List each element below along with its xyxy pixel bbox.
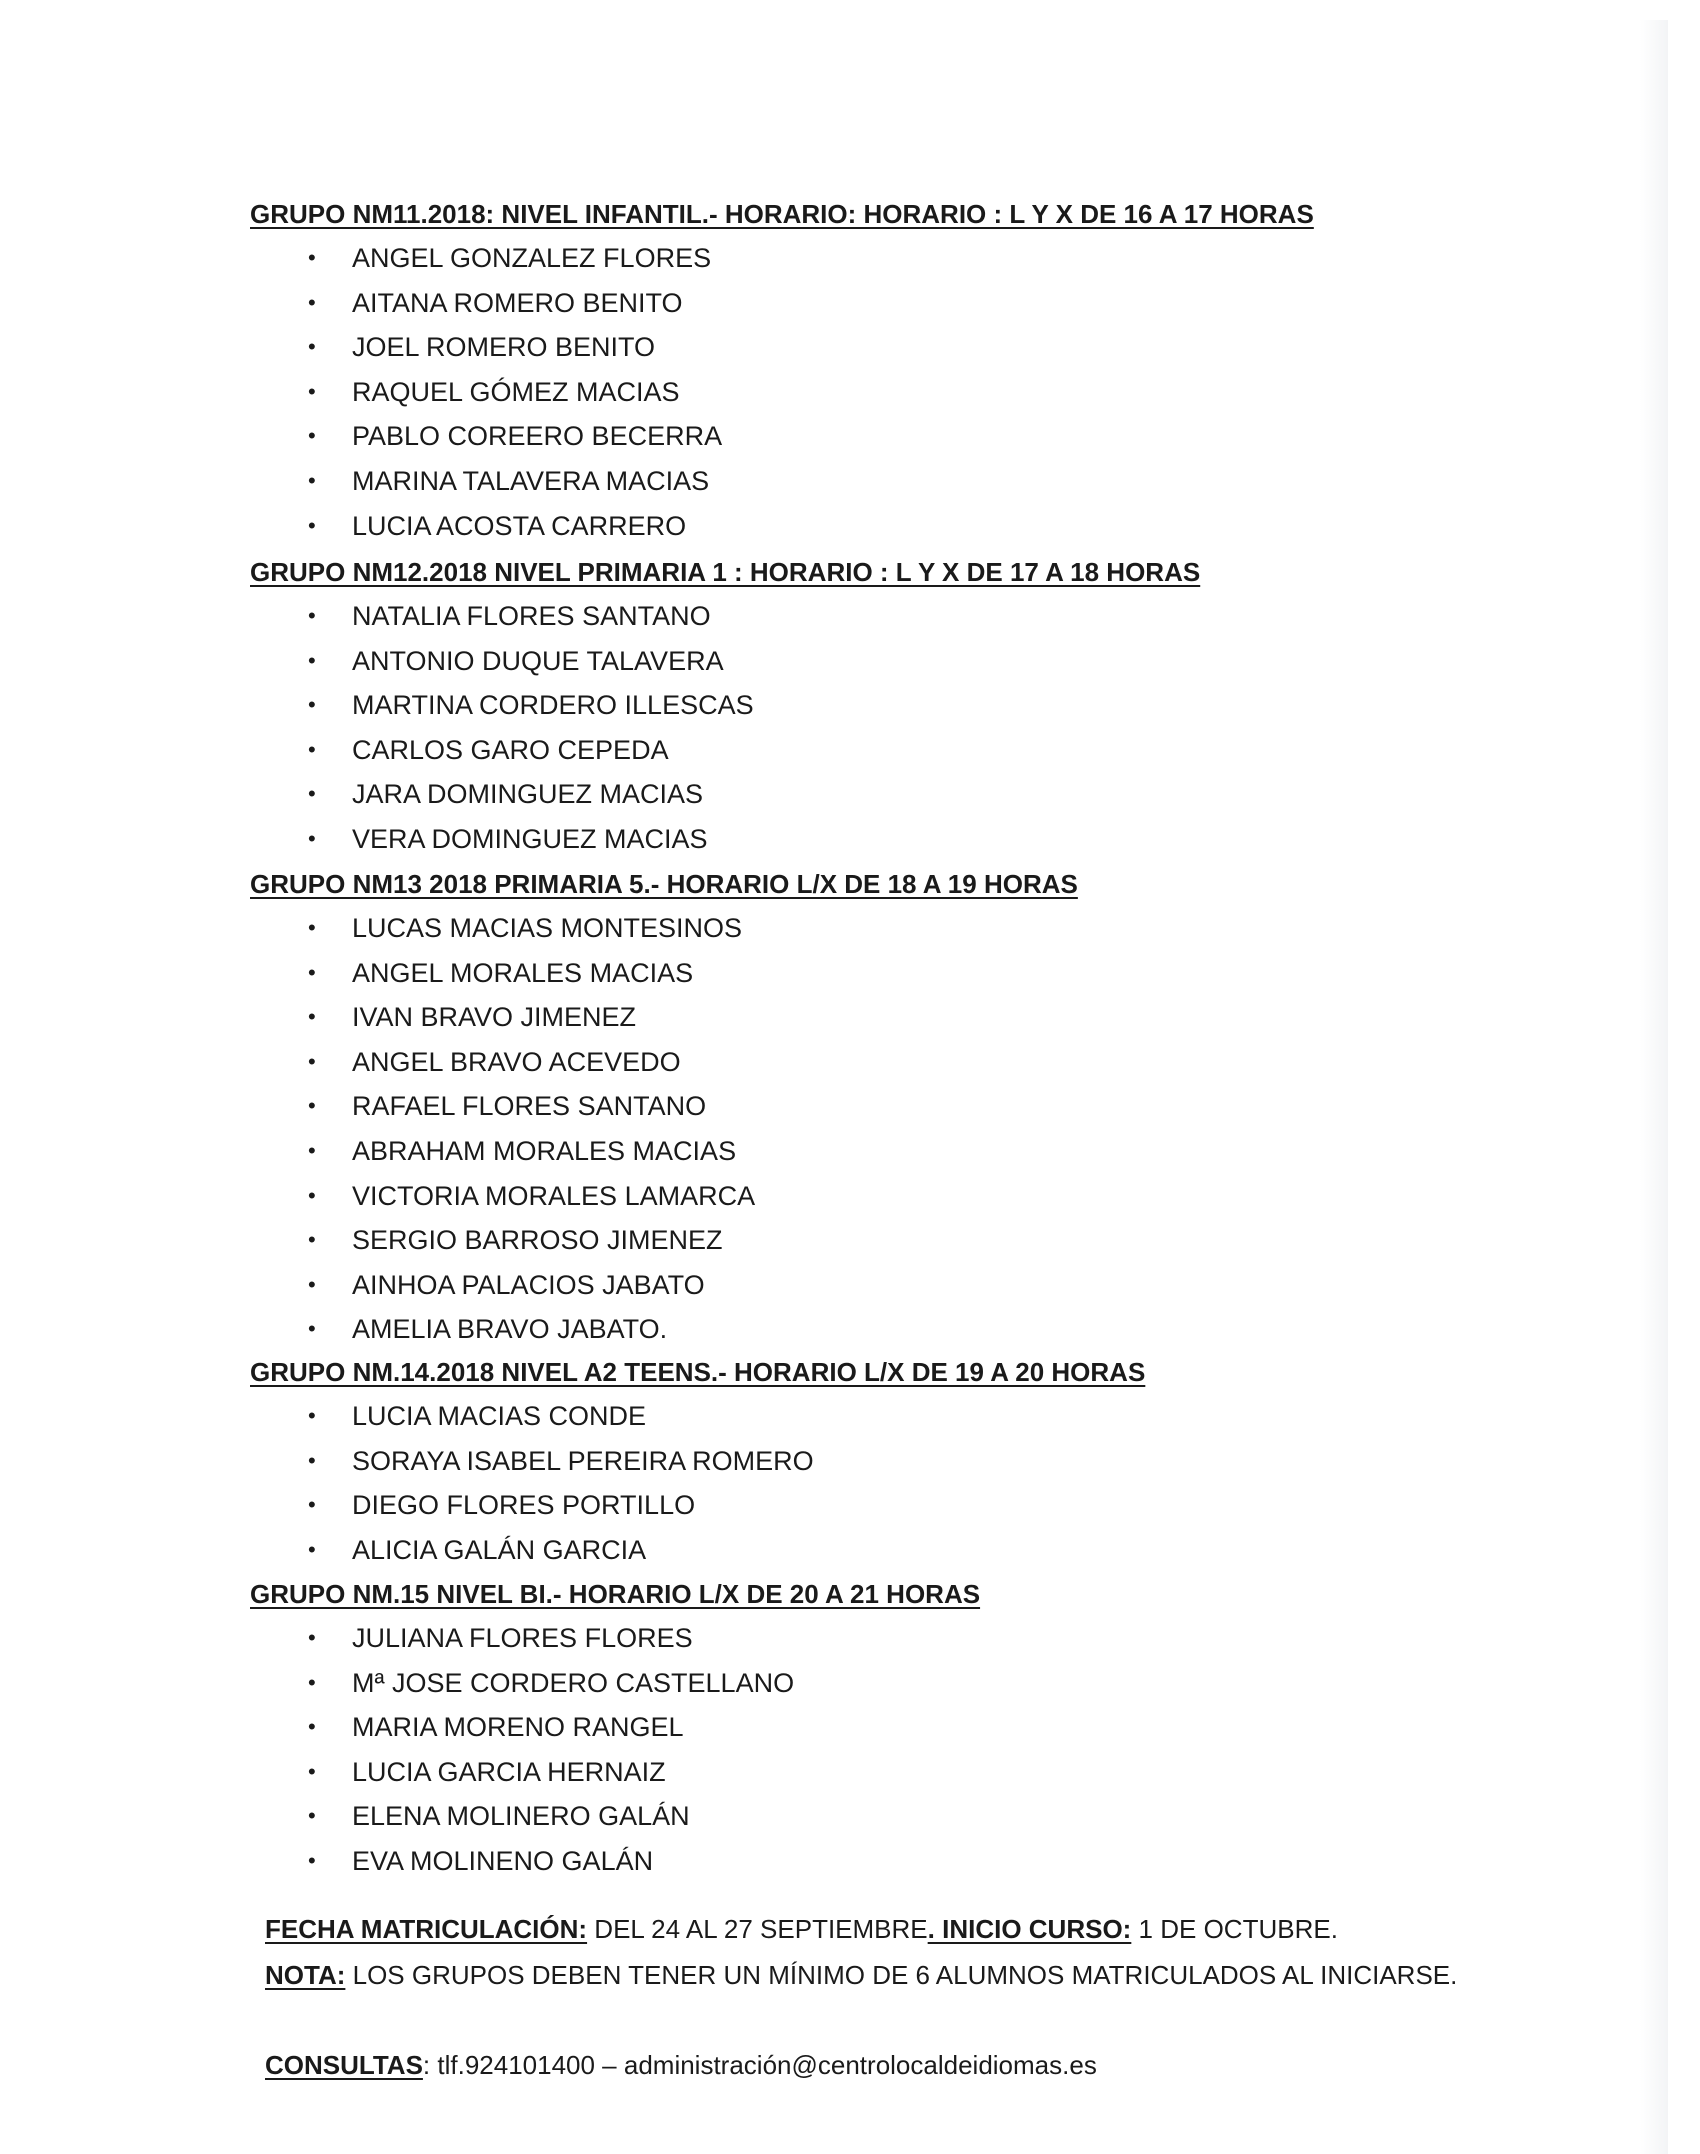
list-item [250,1794,1400,1839]
inicio-label: . INICIO CURSO: [927,1914,1132,1944]
student-name: ANTONIO DUQUE TALAVERA [352,645,724,676]
list-item [250,683,1400,728]
nota-label: NOTA: [265,1960,346,1990]
consultas-text: : tlf.924101400 – administración@centrolocaldeidiomas.es [422,2050,1097,2080]
student-name: ABRAHAM MORALES MACIAS [352,1135,737,1166]
bullet-icon: • [308,603,316,628]
bullet-icon: • [308,1447,316,1473]
student-name: AMELIA BRAVO JABATO. [352,1314,668,1345]
contact-line [265,2050,1097,2081]
group-title: GRUPO NM.15 NIVEL BI.- HORARIO L/X DE 20 A 21 HORAS [250,1579,981,1609]
student-name: ALICIA GALÁN GARCIA [352,1534,647,1565]
list-item [250,594,1400,639]
student-name: MARTINA CORDERO ILLESCAS [352,690,754,721]
student-name: ANGEL MORALES MACIAS [352,957,694,988]
student-name: VICTORIA MORALES LAMARCA [352,1180,756,1211]
student-name: CARLOS GARO CEPEDA [352,734,669,765]
bullet-icon: • [308,959,316,985]
bullet-icon: • [308,1271,316,1297]
bullet-icon: • [308,1004,316,1030]
student-name: DIEGO FLORES PORTILLO [352,1490,696,1521]
list-item [250,459,1400,504]
bullet-icon: • [308,1492,316,1518]
bullet-icon: • [308,245,316,270]
list-item [250,1040,1400,1085]
list-item [250,1839,1400,1884]
student-name: VERA DOMINGUEZ MACIAS [352,823,708,854]
list-item [250,504,1400,549]
group-nm14 [250,1356,1400,1572]
student-name: SERGIO BARROSO JIMENEZ [352,1225,723,1256]
bullet-icon: • [308,1227,316,1253]
student-name: AITANA ROMERO BENITO [352,287,683,318]
bullet-icon: • [308,423,316,449]
bullet-icon: • [308,1048,316,1074]
bullet-icon: • [308,647,316,673]
list-item [250,1129,1400,1174]
list-item [250,1439,1400,1484]
bullet-icon: • [308,1847,316,1873]
nota-text: LOS GRUPOS DEBEN TENER UN MÍNIMO DE 6 ALUMNOS MATRICULADOS AL INICIARSE. [345,1960,1458,1990]
bullet-icon: • [308,1758,316,1784]
student-name: LUCAS MACIAS MONTESINOS [352,913,743,943]
list-item [250,1218,1400,1263]
list-item [250,1483,1400,1528]
group-title: GRUPO NM.14.2018 NIVEL A2 TEENS.- HORARIO L/X DE 19 A 20 HORAS [250,1357,1146,1387]
enrollment-dates [265,1914,1338,1945]
list-item [250,370,1400,415]
list-item [250,772,1400,817]
list-item [250,1263,1400,1308]
list-item [250,1750,1400,1795]
bullet-icon: • [308,1625,316,1650]
list-item [250,1174,1400,1219]
list-item [250,1084,1400,1129]
list-item [250,1661,1400,1706]
list-item [250,1394,1400,1439]
list-item [250,1307,1400,1352]
group-title: GRUPO NM13 2018 PRIMARIA 5.- HORARIO L/X DE 18 A 19 HORAS [250,869,1078,899]
student-name: EVA MOLINENO GALÁN [352,1845,654,1876]
bullet-icon: • [308,692,316,718]
student-list [250,1616,1400,1884]
student-name: MARINA TALAVERA MACIAS [352,465,710,496]
inicio-text: 1 DE OCTUBRE. [1131,1914,1338,1944]
student-name: JOEL ROMERO BENITO [352,332,656,363]
student-name: LUCIA GARCIA HERNAIZ [352,1756,666,1787]
list-item [250,817,1400,862]
group-nm12 [250,556,1400,862]
student-name: LUCIA ACOSTA CARRERO [352,510,687,541]
student-list [250,594,1400,862]
student-list [250,906,1400,1352]
student-name: LUCIA MACIAS CONDE [352,1401,647,1431]
student-name: NATALIA FLORES SANTANO [352,601,711,631]
bullet-icon: • [308,1093,316,1119]
note-line [265,1960,1457,1991]
list-item [250,951,1400,996]
student-name: AINHOA PALACIOS JABATO [352,1269,705,1300]
group-title: GRUPO NM12.2018 NIVEL PRIMARIA 1 : HORARIO : L Y X DE 17 A 18 HORAS [250,557,1201,587]
student-name: ANGEL GONZALEZ FLORES [352,243,712,273]
group-nm11 [250,198,1400,548]
bullet-icon: • [308,825,316,851]
list-item [250,325,1400,370]
student-name: Mª JOSE CORDERO CASTELLANO [352,1667,795,1698]
fecha-text: DEL 24 AL 27 SEPTIEMBRE [587,1914,928,1944]
student-name: RAQUEL GÓMEZ MACIAS [352,376,680,407]
consultas-label: CONSULTAS [265,2050,423,2080]
student-name: MARIA MORENO RANGEL [352,1712,684,1743]
list-item [250,995,1400,1040]
student-name: SORAYA ISABEL PEREIRA ROMERO [352,1445,814,1476]
bullet-icon: • [308,915,316,940]
list-item [250,1705,1400,1750]
student-name: JARA DOMINGUEZ MACIAS [352,779,704,810]
list-item [250,728,1400,773]
group-nm15 [250,1578,1400,1884]
bullet-icon: • [308,1182,316,1208]
student-list [250,236,1400,548]
bullet-icon: • [308,1803,316,1829]
bullet-icon: • [308,1669,316,1695]
bullet-icon: • [308,736,316,762]
list-item [250,906,1400,951]
list-item [250,1528,1400,1573]
bullet-icon: • [308,467,316,493]
list-item [250,639,1400,684]
bullet-icon: • [308,1714,316,1740]
student-name: PABLO COREERO BECERRA [352,421,723,452]
student-name: ELENA MOLINERO GALÁN [352,1801,690,1832]
student-list [250,1394,1400,1572]
bullet-icon: • [308,289,316,315]
bullet-icon: • [308,1316,316,1342]
fecha-label: FECHA MATRICULACIÓN: [265,1914,588,1944]
list-item [250,281,1400,326]
student-name: ANGEL BRAVO ACEVEDO [352,1046,681,1077]
bullet-icon: • [308,378,316,404]
bullet-icon: • [308,1536,316,1562]
student-name: JULIANA FLORES FLORES [352,1623,693,1653]
group-nm13 [250,868,1400,1352]
bullet-icon: • [308,334,316,360]
list-item [250,414,1400,459]
student-name: RAFAEL FLORES SANTANO [352,1091,707,1122]
list-item [250,1616,1400,1661]
group-title: GRUPO NM11.2018: NIVEL INFANTIL.- HORARIO: HORARIO : L Y X DE 16 A 17 HORAS [250,199,1314,229]
list-item [250,236,1400,281]
bullet-icon: • [308,1137,316,1163]
bullet-icon: • [308,781,316,807]
bullet-icon: • [308,1403,316,1428]
bullet-icon: • [308,512,316,538]
student-name: IVAN BRAVO JIMENEZ [352,1002,637,1033]
